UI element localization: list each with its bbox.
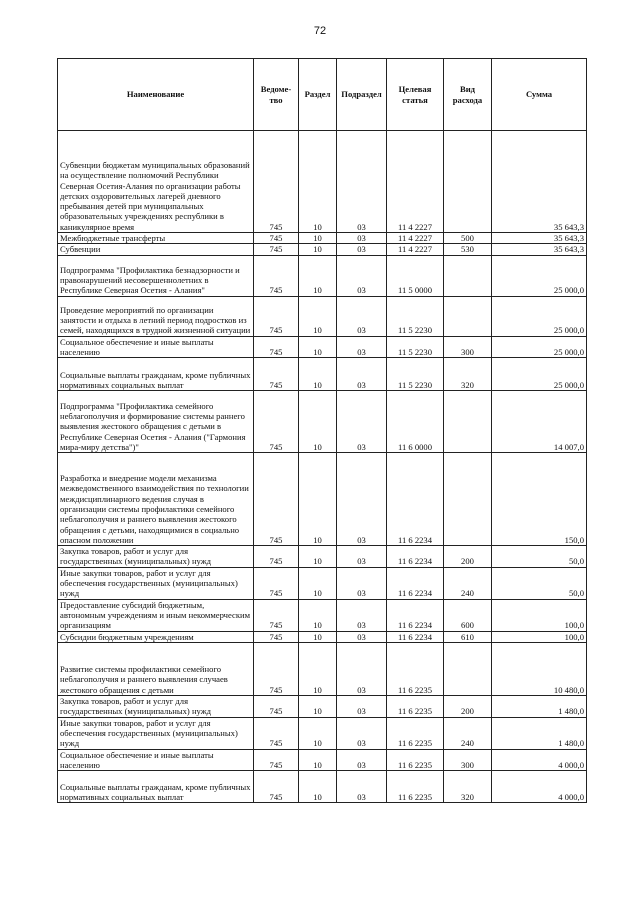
row-department-cell: 745 <box>254 717 299 749</box>
row-expense-type-cell <box>444 453 492 546</box>
row-name-cell: Предоставление субсидий бюджетным, автономным учреждениям и иным некоммерческим организациям <box>58 599 254 631</box>
row-amount-cell: 35 643,3 <box>492 233 587 244</box>
row-amount-cell: 100,0 <box>492 631 587 642</box>
row-name-cell: Социальное обеспечение и иные выплаты населению <box>58 749 254 771</box>
table-row <box>58 296 587 336</box>
row-department-cell: 745 <box>254 696 299 718</box>
table-row <box>58 244 587 255</box>
row-article-cell: 11 6 2235 <box>387 643 444 696</box>
row-name-cell: Развитие системы профилактики семейного неблагополучия и раннего выявления случаев жестокого обращения с детьми <box>58 643 254 696</box>
row-article-cell: 11 6 2234 <box>387 546 444 568</box>
header-amount: Сумма <box>492 59 587 131</box>
row-subsection-cell: 03 <box>337 453 387 546</box>
row-expense-type-cell: 610 <box>444 631 492 642</box>
row-name-cell: Субвенции <box>58 244 254 255</box>
table-row <box>58 255 587 296</box>
row-expense-type-cell: 320 <box>444 358 492 391</box>
row-article-cell: 11 6 0000 <box>387 391 444 453</box>
row-section-cell: 10 <box>299 749 337 771</box>
row-article-cell: 11 6 2234 <box>387 453 444 546</box>
row-name-cell: Социальные выплаты гражданам, кроме публичных нормативных социальных выплат <box>58 771 254 803</box>
table-row <box>58 233 587 244</box>
row-amount-cell: 150,0 <box>492 453 587 546</box>
row-section-cell: 10 <box>299 546 337 568</box>
table-row <box>58 336 587 358</box>
table-row <box>58 696 587 718</box>
row-department-cell: 745 <box>254 296 299 336</box>
row-amount-cell: 100,0 <box>492 599 587 631</box>
row-department-cell: 745 <box>254 358 299 391</box>
row-section-cell: 10 <box>299 244 337 255</box>
row-amount-cell: 25 000,0 <box>492 255 587 296</box>
row-department-cell: 745 <box>254 643 299 696</box>
row-name-cell: Иные закупки товаров, работ и услуг для обеспечения государственных (муниципальных) нужд <box>58 567 254 599</box>
row-expense-type-cell <box>444 255 492 296</box>
row-subsection-cell: 03 <box>337 336 387 358</box>
row-expense-type-cell: 320 <box>444 771 492 803</box>
row-subsection-cell: 03 <box>337 255 387 296</box>
row-article-cell: 11 4 2227 <box>387 244 444 255</box>
header-article: Целевая статья <box>387 59 444 131</box>
header-subsection: Подраздел <box>337 59 387 131</box>
row-amount-cell: 35 643,3 <box>492 244 587 255</box>
row-subsection-cell: 03 <box>337 749 387 771</box>
row-section-cell: 10 <box>299 233 337 244</box>
row-amount-cell: 50,0 <box>492 567 587 599</box>
row-section-cell: 10 <box>299 643 337 696</box>
row-department-cell: 745 <box>254 599 299 631</box>
table-row <box>58 567 587 599</box>
row-department-cell: 745 <box>254 631 299 642</box>
row-subsection-cell: 03 <box>337 358 387 391</box>
row-article-cell: 11 4 2227 <box>387 233 444 244</box>
row-name-cell: Закупка товаров, работ и услуг для государственных (муниципальных) нужд <box>58 696 254 718</box>
row-name-cell: Закупка товаров, работ и услуг для государственных (муниципальных) нужд <box>58 546 254 568</box>
row-article-cell: 11 6 2235 <box>387 749 444 771</box>
table-row <box>58 631 587 642</box>
row-article-cell: 11 5 2230 <box>387 336 444 358</box>
table-row <box>58 599 587 631</box>
row-amount-cell: 14 007,0 <box>492 391 587 453</box>
header-name: Наименование <box>58 59 254 131</box>
page-number: 72 <box>313 25 327 37</box>
table-row <box>58 131 587 233</box>
row-section-cell: 10 <box>299 599 337 631</box>
row-expense-type-cell: 300 <box>444 336 492 358</box>
row-name-cell: Подпрограмма "Профилактика безнадзорности и правонарушений несовершеннолетних в Республике Северная Осетия - Алания" <box>58 255 254 296</box>
row-subsection-cell: 03 <box>337 696 387 718</box>
table-row <box>58 717 587 749</box>
row-expense-type-cell <box>444 391 492 453</box>
row-article-cell: 11 5 0000 <box>387 255 444 296</box>
row-department-cell: 745 <box>254 233 299 244</box>
row-subsection-cell: 03 <box>337 717 387 749</box>
row-expense-type-cell: 240 <box>444 567 492 599</box>
table-row <box>58 771 587 803</box>
row-name-cell: Иные закупки товаров, работ и услуг для обеспечения государственных (муниципальных) нужд <box>58 717 254 749</box>
row-subsection-cell: 03 <box>337 296 387 336</box>
row-expense-type-cell: 200 <box>444 546 492 568</box>
row-section-cell: 10 <box>299 567 337 599</box>
row-section-cell: 10 <box>299 131 337 233</box>
row-article-cell: 11 5 2230 <box>387 296 444 336</box>
row-section-cell: 10 <box>299 296 337 336</box>
table-row <box>58 391 587 453</box>
row-article-cell: 11 6 2234 <box>387 567 444 599</box>
row-expense-type-cell: 200 <box>444 696 492 718</box>
row-subsection-cell: 03 <box>337 244 387 255</box>
row-amount-cell: 4 000,0 <box>492 749 587 771</box>
row-subsection-cell: 03 <box>337 567 387 599</box>
row-article-cell: 11 5 2230 <box>387 358 444 391</box>
row-name-cell: Субсидии бюджетным учреждениям <box>58 631 254 642</box>
row-expense-type-cell: 500 <box>444 233 492 244</box>
row-department-cell: 745 <box>254 567 299 599</box>
row-section-cell: 10 <box>299 717 337 749</box>
row-section-cell: 10 <box>299 336 337 358</box>
table-header-row <box>58 59 587 131</box>
table-row <box>58 643 587 696</box>
table-row <box>58 749 587 771</box>
row-article-cell: 11 6 2234 <box>387 599 444 631</box>
row-name-cell: Социальные выплаты гражданам, кроме публичных нормативных социальных выплат <box>58 358 254 391</box>
row-amount-cell: 25 000,0 <box>492 358 587 391</box>
row-subsection-cell: 03 <box>337 546 387 568</box>
row-section-cell: 10 <box>299 358 337 391</box>
row-name-cell: Социальное обеспечение и иные выплаты населению <box>58 336 254 358</box>
row-amount-cell: 1 480,0 <box>492 696 587 718</box>
row-expense-type-cell: 240 <box>444 717 492 749</box>
row-amount-cell: 25 000,0 <box>492 296 587 336</box>
row-subsection-cell: 03 <box>337 771 387 803</box>
row-expense-type-cell <box>444 643 492 696</box>
row-department-cell: 745 <box>254 131 299 233</box>
row-amount-cell: 4 000,0 <box>492 771 587 803</box>
row-amount-cell: 1 480,0 <box>492 717 587 749</box>
row-amount-cell: 25 000,0 <box>492 336 587 358</box>
row-subsection-cell: 03 <box>337 643 387 696</box>
row-expense-type-cell: 300 <box>444 749 492 771</box>
row-department-cell: 745 <box>254 546 299 568</box>
header-expense-type: Вид расхода <box>444 59 492 131</box>
row-subsection-cell: 03 <box>337 233 387 244</box>
header-section: Раздел <box>299 59 337 131</box>
row-name-cell: Межбюджетные трансферты <box>58 233 254 244</box>
row-subsection-cell: 03 <box>337 391 387 453</box>
row-name-cell: Разработка и внедрение модели механизма межведомственного взаимодействия по технологии междисциплинарного ведения случая в организации системы профилактики семейного неблагополучия и раннего выявления жестокого обращения с детьми, находящимися в социально опасном положении <box>58 453 254 546</box>
row-expense-type-cell: 530 <box>444 244 492 255</box>
row-subsection-cell: 03 <box>337 599 387 631</box>
row-department-cell: 745 <box>254 771 299 803</box>
row-article-cell: 11 6 2235 <box>387 771 444 803</box>
row-amount-cell: 10 480,0 <box>492 643 587 696</box>
row-article-cell: 11 6 2234 <box>387 631 444 642</box>
header-department: Ведоме-тво <box>254 59 299 131</box>
row-section-cell: 10 <box>299 631 337 642</box>
row-section-cell: 10 <box>299 255 337 296</box>
row-article-cell: 11 6 2235 <box>387 717 444 749</box>
row-amount-cell: 35 643,3 <box>492 131 587 233</box>
row-department-cell: 745 <box>254 749 299 771</box>
row-expense-type-cell: 600 <box>444 599 492 631</box>
row-department-cell: 745 <box>254 453 299 546</box>
row-section-cell: 10 <box>299 453 337 546</box>
row-amount-cell: 50,0 <box>492 546 587 568</box>
row-name-cell: Субвенции бюджетам муниципальных образований на осуществление полномочий Республики Северная Осетия-Алания по организации работы детских оздоровительных лагерей дневного пребывания детей при муниципальных образовательных учреждениях республики в каникулярное время <box>58 131 254 233</box>
row-name-cell: Проведение мероприятий по организации занятости и отдыха в летний период подростков из семей, находящихся в трудной жизненной ситуации <box>58 296 254 336</box>
budget-table <box>57 58 587 803</box>
row-subsection-cell: 03 <box>337 131 387 233</box>
row-section-cell: 10 <box>299 771 337 803</box>
row-article-cell: 11 6 2235 <box>387 696 444 718</box>
table-row <box>58 453 587 546</box>
row-expense-type-cell <box>444 296 492 336</box>
row-department-cell: 745 <box>254 391 299 453</box>
row-subsection-cell: 03 <box>337 631 387 642</box>
table-row <box>58 546 587 568</box>
row-department-cell: 745 <box>254 244 299 255</box>
row-department-cell: 745 <box>254 255 299 296</box>
table-row <box>58 358 587 391</box>
row-section-cell: 10 <box>299 696 337 718</box>
row-article-cell: 11 4 2227 <box>387 131 444 233</box>
row-expense-type-cell <box>444 131 492 233</box>
row-section-cell: 10 <box>299 391 337 453</box>
row-department-cell: 745 <box>254 336 299 358</box>
row-name-cell: Подпрограмма "Профилактика семейного неблагополучия и формирование системы раннего выявления жестокого обращения с детьми в Республике Северная Осетия - Алания ("Гармония мира-миру детства")" <box>58 391 254 453</box>
